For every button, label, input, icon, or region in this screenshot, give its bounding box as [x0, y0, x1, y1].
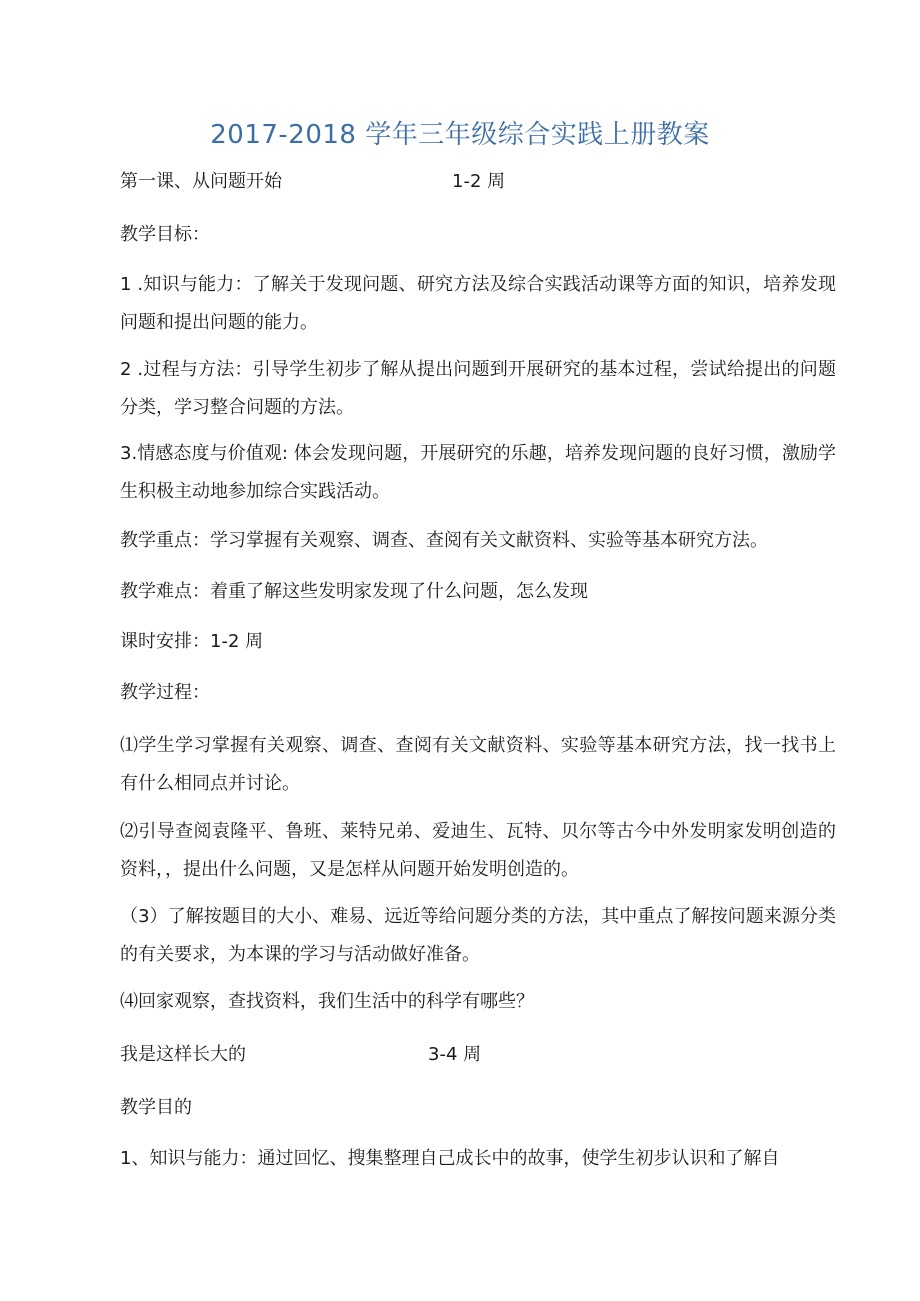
schedule: 课时安排：1-2 周 — [120, 631, 264, 652]
purpose-1: 1、知识与能力：通过回忆、搜集整理自己成长中的故事，使学生初步认识和了解自 — [120, 1148, 780, 1169]
goals-label: 教学目标： — [120, 224, 210, 245]
process-step-3: （3）了解按题目的大小、难易、远近等给问题分类的方法，其中重点了解按问题来源分类的有关要求，为本课的学习与活动做好准备。 — [120, 906, 836, 965]
goal-1-paragraph: 1 .知识与能力：了解关于发现问题、研究方法及综合实践活动课等方面的知识，培养发现问题和提出问题的能力。 — [120, 274, 836, 333]
lesson1-heading: 第一课、从问题开始 — [120, 171, 282, 192]
document-title: 2017-2018 学年三年级综合实践上册教案 — [210, 120, 710, 150]
difficulty: 教学难点：着重了解这些发明家发现了什么问题，怎么发现 — [120, 581, 588, 602]
goal-3-paragraph: 3.情感态度与价值观: 体会发现问题，开展研究的乐趣，培养发现问题的良好习惯，激励学生积极主动地参加综合实践活动。 — [120, 443, 836, 502]
key-point: 教学重点：学习掌握有关观察、调查、查阅有关文献资料、实验等基本研究方法。 — [120, 530, 768, 551]
process-step-1: ⑴学生学习掌握有关观察、调查、查阅有关文献资料、实验等基本研究方法，找一找书上有什么相同点并讨论。 — [120, 735, 836, 794]
purpose-label: 教学目的 — [120, 1097, 192, 1118]
lesson1-weeks: 1-2 周 — [452, 171, 506, 192]
process-step-2: ⑵引导查阅袁隆平、鲁班、莱特兄弟、爱迪生、瓦特、贝尔等古今中外发明家发明创造的资料，，提出什么问题，又是怎样从问题开始发明创造的。 — [120, 821, 836, 880]
lesson2-weeks: 3-4 周 — [428, 1044, 482, 1065]
goal-2-paragraph: 2 .过程与方法：引导学生初步了解从提出问题到开展研究的基本过程，尝试给提出的问题分类，学习整合问题的方法。 — [120, 359, 836, 418]
lesson2-heading: 我是这样长大的 — [120, 1044, 246, 1065]
process-step-4: ⑷回家观察，查找资料，我们生活中的科学有哪些？ — [120, 991, 534, 1012]
process-label: 教学过程： — [120, 682, 210, 703]
